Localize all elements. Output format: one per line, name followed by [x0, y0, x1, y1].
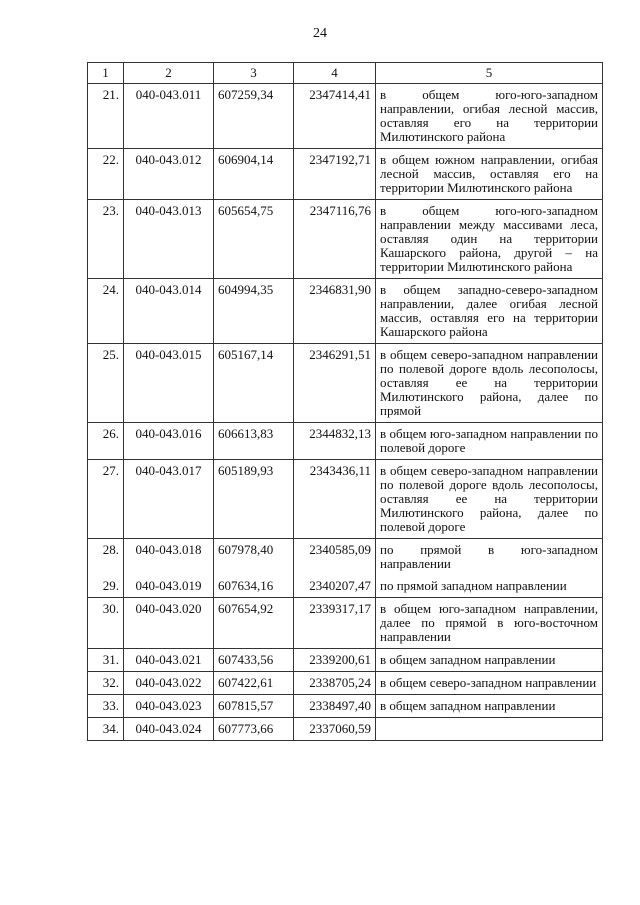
boundary-description: в общем северо-западном направлении по полевой дороге вдоль лесополосы, оставляя ее на территории Милютинского района, далее по прямой: [376, 344, 603, 423]
row-number: 33.: [88, 695, 124, 718]
header-cell: 4: [294, 63, 376, 84]
table-row: [88, 344, 603, 423]
boundary-description: в общем северо-западном направлении: [376, 672, 603, 695]
table-row: [88, 649, 603, 672]
coordinate-y: 2339200,61: [294, 649, 376, 672]
boundary-description: по прямой в юго-западном направлении: [376, 539, 603, 576]
coordinate-y: 2338497,40: [294, 695, 376, 718]
row-number: 29.: [88, 575, 124, 598]
header-cell: 2: [124, 63, 214, 84]
row-number: 32.: [88, 672, 124, 695]
table-row: [88, 695, 603, 718]
coordinate-y: 2340207,47: [294, 575, 376, 598]
point-code: 040-043.013: [124, 200, 214, 279]
point-code: 040-043.018: [124, 539, 214, 576]
boundary-description: в общем юго-западном направлении по полевой дороге: [376, 423, 603, 460]
table-row: [88, 460, 603, 539]
coordinate-x: 605654,75: [214, 200, 294, 279]
coordinate-x: 607654,92: [214, 598, 294, 649]
coordinate-x: 607422,61: [214, 672, 294, 695]
coordinate-y: 2340585,09: [294, 539, 376, 576]
boundary-description: в общем западном направлении: [376, 649, 603, 672]
table-row: [88, 539, 603, 576]
table-row: [88, 84, 603, 149]
coordinate-y: 2343436,11: [294, 460, 376, 539]
coordinate-y: 2347192,71: [294, 149, 376, 200]
coordinate-x: 607815,57: [214, 695, 294, 718]
coordinate-x: 607433,56: [214, 649, 294, 672]
table-row: [88, 423, 603, 460]
coordinate-x: 605167,14: [214, 344, 294, 423]
coordinate-x: 607259,34: [214, 84, 294, 149]
row-number: 26.: [88, 423, 124, 460]
boundary-description: в общем северо-западном направлении по полевой дороге вдоль лесополосы, оставляя ее на территории Милютинского района, далее по полевой дороге: [376, 460, 603, 539]
point-code: 040-043.016: [124, 423, 214, 460]
row-number: 31.: [88, 649, 124, 672]
coordinate-x: 607634,16: [214, 575, 294, 598]
row-number: 21.: [88, 84, 124, 149]
boundary-description: по прямой западном направлении: [376, 575, 603, 598]
table-header-row: [88, 63, 603, 84]
row-number: 28.: [88, 539, 124, 576]
coordinate-x: 607773,66: [214, 718, 294, 741]
point-code: 040-043.020: [124, 598, 214, 649]
coordinate-x: 604994,35: [214, 279, 294, 344]
header-cell: 1: [88, 63, 124, 84]
table-row: [88, 575, 603, 598]
table-row: [88, 200, 603, 279]
boundary-description: в общем западном направлении: [376, 695, 603, 718]
point-code: 040-043.012: [124, 149, 214, 200]
coordinate-y: 2347116,76: [294, 200, 376, 279]
header-cell: 3: [214, 63, 294, 84]
table-row: [88, 279, 603, 344]
header-cell: 5: [376, 63, 603, 84]
coordinate-x: 605189,93: [214, 460, 294, 539]
row-number: 24.: [88, 279, 124, 344]
coordinate-y: 2339317,17: [294, 598, 376, 649]
table-row: [88, 718, 603, 741]
table-row: [88, 672, 603, 695]
row-number: 30.: [88, 598, 124, 649]
coordinate-y: 2337060,59: [294, 718, 376, 741]
table-row: [88, 598, 603, 649]
point-code: 040-043.017: [124, 460, 214, 539]
point-code: 040-043.019: [124, 575, 214, 598]
point-code: 040-043.022: [124, 672, 214, 695]
point-code: 040-043.015: [124, 344, 214, 423]
point-code: 040-043.014: [124, 279, 214, 344]
boundary-description: в общем юго-юго-западном направлении, огибая лесной массив, оставляя его на территории Милютинского района: [376, 84, 603, 149]
boundary-description: в общем западно-северо-западном направлении, далее огибая лесной массив, оставляя его на территории Кашарского района: [376, 279, 603, 344]
coordinate-y: 2344832,13: [294, 423, 376, 460]
boundary-description: в общем юго-западном направлении, далее по прямой в юго-восточном направлении: [376, 598, 603, 649]
point-code: 040-043.024: [124, 718, 214, 741]
page-number: 24: [313, 26, 327, 41]
point-code: 040-043.023: [124, 695, 214, 718]
boundary-description: [376, 718, 603, 741]
row-number: 34.: [88, 718, 124, 741]
row-number: 27.: [88, 460, 124, 539]
coordinate-y: 2338705,24: [294, 672, 376, 695]
coordinate-y: 2347414,41: [294, 84, 376, 149]
coordinate-y: 2346831,90: [294, 279, 376, 344]
coordinate-x: 606613,83: [214, 423, 294, 460]
boundary-description: в общем южном направлении, огибая лесной массив, оставляя его на территории Милютинского района: [376, 149, 603, 200]
row-number: 23.: [88, 200, 124, 279]
row-number: 25.: [88, 344, 124, 423]
boundary-description: в общем юго-юго-западном направлении между массивами леса, оставляя один на территории Кашарского района, другой – на территории Милютинского района: [376, 200, 603, 279]
coordinates-table: [87, 62, 603, 741]
row-number: 22.: [88, 149, 124, 200]
point-code: 040-043.011: [124, 84, 214, 149]
coordinate-x: 606904,14: [214, 149, 294, 200]
point-code: 040-043.021: [124, 649, 214, 672]
coordinate-x: 607978,40: [214, 539, 294, 576]
coordinate-y: 2346291,51: [294, 344, 376, 423]
table-row: [88, 149, 603, 200]
